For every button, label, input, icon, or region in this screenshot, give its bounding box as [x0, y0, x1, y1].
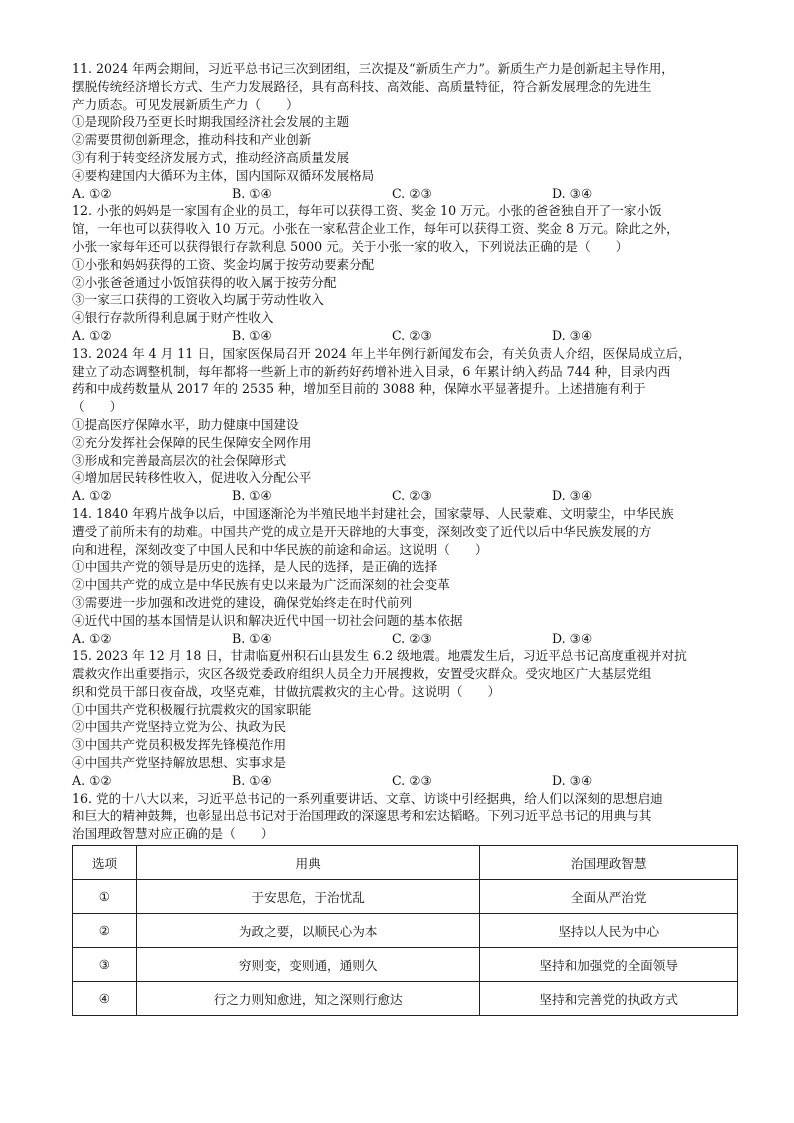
- column-header-wisdom: 治国理政智慧: [480, 846, 738, 880]
- option-c: C. ②③: [392, 630, 432, 646]
- option-c: C. ②③: [392, 185, 432, 201]
- table-cell-wisdom: 坚持以人民为中心: [480, 914, 738, 948]
- option-b: B. ①④: [232, 327, 272, 343]
- question-stem-line: 遭受了前所未有的劫难。中国共产党的成立是开天辟地的大事变，深刻改变了近代以后中华民族发展的方: [72, 523, 652, 539]
- option-a: A. ①②: [72, 185, 112, 201]
- option-b: B. ①④: [232, 488, 272, 504]
- option-d: D. ③④: [552, 327, 593, 343]
- question-stem-line: 小张一家每年还可以获得银行存款利息 5000 元。关于小张一家的收入，下列说法正确的是（ ）: [72, 238, 629, 254]
- answer-options: [72, 772, 732, 790]
- table-cell-option: ①: [73, 880, 137, 914]
- answer-options: [72, 487, 732, 505]
- question-stem-line: 16. 党的十八大以来，习近平总书记的一系列重要讲话、文章、访谈中引经据典，给人们以深刻的思想启迪: [72, 790, 663, 806]
- option-c: C. ②③: [392, 772, 432, 788]
- statement: ①提高医疗保障水平，助力健康中国建设: [72, 416, 299, 432]
- exam-page: [72, 60, 732, 1016]
- question-stem-line: 产力质态。可见发展新质生产力（ ）: [72, 96, 299, 112]
- option-a: A. ①②: [72, 772, 112, 788]
- table-cell-quotation: 为政之要，以顺民心为本: [136, 914, 479, 948]
- table-cell-quotation: 行之力则知愈进，知之深则行愈达: [136, 982, 479, 1016]
- table-cell-option: ②: [73, 914, 137, 948]
- answer-options: [72, 327, 732, 345]
- option-c: C. ②③: [392, 327, 432, 343]
- statement: ②小张爸爸通过小饭馆获得的收入属于按劳分配: [72, 274, 337, 290]
- question-stem-line: （ ）: [72, 399, 123, 415]
- question-11: [72, 60, 732, 202]
- option-d: D. ③④: [552, 488, 593, 504]
- question-stem-line: 15. 2023 年 12 月 18 日，甘肃临夏州积石山县发生 6.2 级地震。地震发生后，习近平总书记高度重视并对抗: [72, 648, 687, 664]
- column-header-option: 选项: [73, 846, 137, 880]
- question-stem-line: 织和党员干部日夜奋战，攻坚克难，甘做抗震救灾的主心骨。这说明（ ）: [72, 683, 501, 699]
- question-13: [72, 345, 732, 505]
- table-row: [73, 880, 738, 914]
- table-header-row: [73, 846, 738, 880]
- option-a: A. ①②: [72, 488, 112, 504]
- statement: ③形成和完善最高层次的社会保障形式: [72, 452, 287, 468]
- question-stem-line: 建立了动态调整机制，每年都将一些新上市的新药好药增补进入目录，6 年累计纳入药品 744 种，目录内西: [72, 363, 671, 379]
- option-d: D. ③④: [552, 185, 593, 201]
- statement: ②中国共产党坚持立党为公、执政为民: [72, 719, 287, 735]
- quotation-table: [72, 845, 738, 1016]
- question-15: [72, 647, 732, 789]
- question-stem-line: 摆脱传统经济增长方式、生产力发展路径，具有高科技、高效能、高质量特征，符合新发展理念的先进生: [72, 78, 652, 94]
- option-c: C. ②③: [392, 488, 432, 504]
- table-row: [73, 914, 738, 948]
- question-stem-line: 向和进程，深刻改变了中国人民和中华民族的前途和命运。这说明（ ）: [72, 541, 488, 557]
- question-stem-line: 药和中成药数量从 2017 年的 2535 种，增加至目前的 3088 种，保障水平显著提升。上述措施有利于: [72, 381, 646, 397]
- statement: ①中国共产党积极履行抗震救灾的国家职能: [72, 701, 312, 717]
- table-cell-quotation: 穷则变，变则通，通则久: [136, 948, 479, 982]
- question-12: [72, 202, 732, 344]
- statement: ②中国共产党的成立是中华民族有史以来最为广泛而深刻的社会变革: [72, 577, 450, 593]
- option-d: D. ③④: [552, 630, 593, 646]
- statement: ④中国共产党坚持解放思想、实事求是: [72, 755, 287, 771]
- option-a: A. ①②: [72, 630, 112, 646]
- statement: ①小张和妈妈获得的工资、奖金均属于按劳动要素分配: [72, 256, 375, 272]
- table-cell-option: ④: [73, 982, 137, 1016]
- statement: ③一家三口获得的工资收入均属于劳动性收入: [72, 292, 324, 308]
- answer-options: [72, 185, 732, 203]
- question-stem-line: 和巨大的精神鼓舞，也彰显出总书记对于治国理政的深邃思考和宏达韬略。下列习近平总书记的用典与其: [72, 808, 652, 824]
- option-a: A. ①②: [72, 327, 112, 343]
- statement: ③需要进一步加强和改进党的建设，确保党始终走在时代前列: [72, 594, 413, 610]
- question-16: [72, 790, 732, 1016]
- statement: ②充分发挥社会保障的民生保障安全网作用: [72, 434, 312, 450]
- option-b: B. ①④: [232, 772, 272, 788]
- option-b: B. ①④: [232, 185, 272, 201]
- statement: ②需要贯彻创新理念，推动科技和产业创新: [72, 132, 312, 148]
- question-stem-line: 馆，一年也可以获得收入 10 万元。小张在一家私营企业工作，每年可以获得工资、奖金 8 万元。除此之外，: [72, 221, 679, 237]
- question-14: [72, 505, 732, 647]
- question-stem-line: 震救灾作出重要指示，灾区各级党委政府组织人员全力开展搜救，安置受灾群众。受灾地区广大基层党组: [72, 666, 652, 682]
- question-stem-line: 治国理政智慧对应正确的是（ ）: [72, 826, 274, 842]
- table-row: [73, 948, 738, 982]
- table-cell-wisdom: 全面从严治党: [480, 880, 738, 914]
- table-cell-option: ③: [73, 948, 137, 982]
- statement: ①是现阶段乃至更长时期我国经济社会发展的主题: [72, 114, 350, 130]
- statement: ③有利于转变经济发展方式，推动经济高质量发展: [72, 149, 350, 165]
- statement: ④增加居民转移性收入，促进收入分配公平: [72, 470, 312, 486]
- table-cell-wisdom: 坚持和加强党的全面领导: [480, 948, 738, 982]
- statement: ④要构建国内大循环为主体，国内国际双循环发展格局: [72, 167, 375, 183]
- statement: ①中国共产党的领导是历史的选择，是人民的选择，是正确的选择: [72, 559, 438, 575]
- statement: ④银行存款所得利息属于财产性收入: [72, 310, 274, 326]
- question-stem-line: 11. 2024 年两会期间，习近平总书记三次到团组，三次提及“新质生产力”。新质生产力是创新起主导作用，: [72, 61, 674, 76]
- question-stem-line: 12. 小张的妈妈是一家国有企业的员工，每年可以获得工资、奖金 10 万元。小张的爸爸独自开了一家小饭: [72, 203, 662, 219]
- table-cell-wisdom: 坚持和完善党的执政方式: [480, 982, 738, 1016]
- table-row: [73, 982, 738, 1016]
- table-cell-quotation: 于安思危，于治忧乱: [136, 880, 479, 914]
- statement: ③中国共产党员积极发挥先锋模范作用: [72, 737, 287, 753]
- option-d: D. ③④: [552, 772, 593, 788]
- question-stem-line: 14. 1840 年鸦片战争以后，中国逐渐沦为半殖民地半封建社会，国家蒙辱、人民蒙难、文明蒙尘，中华民族: [72, 505, 674, 521]
- option-b: B. ①④: [232, 630, 272, 646]
- answer-options: [72, 630, 732, 648]
- statement: ④近代中国的基本国情是认识和解决近代中国一切社会问题的基本依据: [72, 612, 463, 628]
- column-header-quotation: 用典: [136, 846, 479, 880]
- question-stem-line: 13. 2024 年 4 月 11 日，国家医保局召开 2024 年上半年例行新闻发布会，有关负责人介绍，医保局成立后，: [72, 345, 691, 361]
